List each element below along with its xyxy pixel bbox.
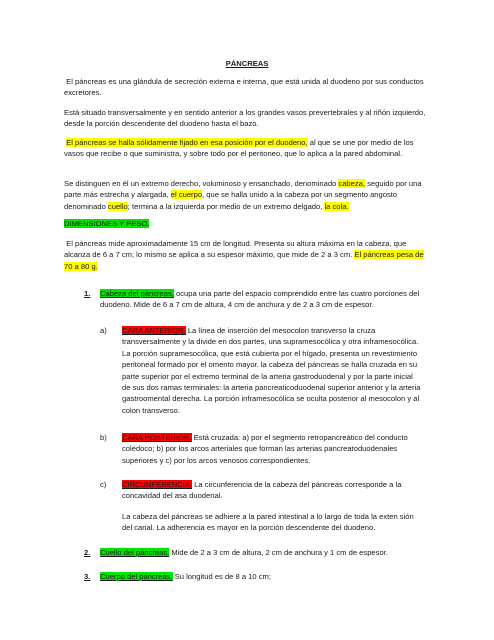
- parts-text-d: ; termina a la izquierda por medio de un extremo delgado,: [127, 201, 325, 211]
- location-paragraph: Está situado transversalmente y en sentido anterior a los grandes vasos prevertebrales y al riñón izquierdo, desde la porción descendente del duodeno hasta el bazo.: [64, 108, 426, 129]
- fixation-paragraph: [64, 137, 430, 160]
- adherence-paragraph: La cabeza del páncreas se adhiere a la pared intestinal a lo largo de toda la exten sión del canal. La adherencia es mayor en la porción descendente del duodeno.: [122, 512, 414, 533]
- subitem-c-letter: c): [100, 480, 107, 489]
- item-2-number: 2.: [84, 548, 91, 557]
- item-2-label: Cuello del páncreas.: [100, 548, 170, 557]
- subitem-c-body: La circunferencia de la cabeza del páncreas corresponde a la concavidad del asa duodenal.: [122, 480, 402, 501]
- item-1-label: Cabeza del páncreas,: [100, 289, 174, 298]
- subitem-a-label: CARA ANTERIOR.: [122, 326, 186, 335]
- highlight-cuerpo: el cuerpo: [170, 190, 203, 200]
- subitem-b-letter: b): [100, 433, 107, 442]
- intro-text: El páncreas es una glándula de secreción externa e interna, que está unida al duodeno por sus conductos excretores.: [64, 77, 424, 98]
- parts-paragraph: [64, 178, 430, 212]
- dimensions-paragraph: [64, 238, 430, 272]
- item-3-body: Su longitud es de 8 a 10 cm;: [172, 572, 271, 581]
- parts-text-b: seguido por una parte más estrecha y alargada,: [64, 179, 422, 200]
- subitem-b-label: CARA POSTERIOR.: [122, 433, 192, 442]
- section-heading: [64, 218, 149, 229]
- item-3-text: [100, 571, 436, 582]
- page-title: PÁNCREAS: [225, 59, 269, 68]
- subitem-a-body: La línea de inserción del mesocolon transverso la cruza transversalmente y la divide en dos partes, una supramesocólica y otra inframesocólica. La porción supramesocólica, que está cubierta por el hígado, presenta un revestimiento peritoneal formado por el omento mayor. la cabeza del páncreas se halla cruzada en su parte superior por el extremo terminal de la arteria gastroduodenal y por la parte inicial de sus dos ramas terminales: la arteria pancreaticoduodenal superior anterior y la arteria gastroomental derecha. La porción inframesocólica se oculta posterior al mesocolon y al colon transverso.: [122, 326, 421, 415]
- subitem-c-text: [122, 479, 422, 502]
- highlight-cabeza: cabeza,: [338, 179, 366, 188]
- item-2-body: Mide de 2 a 3 cm de altura, 2 cm de anchura y 1 cm de espesor.: [169, 548, 388, 557]
- subitem-c-label: CIRCUNFERENCIA.: [122, 480, 193, 489]
- subitem-b-text: [122, 432, 422, 466]
- fixation-text: al que se une por medio de los vasos que recibe o que suministra, y sobre todo por el peritoneo, que lo aplica a la pared abdominal.: [64, 138, 414, 159]
- subitem-a-text: [122, 325, 422, 416]
- item-3-label: Cuerpo del páncreas.: [100, 572, 173, 581]
- dimensions-text: El páncreas mide aproximadamente 15 cm de longitud. Presenta su altura máxima en la cabeza, que alcanza de 6 a 7 cm; lo mismo se aplica a su espesor máximo, que mide de 2 a 3 cm.: [64, 239, 407, 260]
- weight-highlight: El páncreas pesa de 70 a 80 g.: [64, 250, 424, 271]
- subitem-b-body: Está cruzada: a) por el segmento retropancreático del conducto colédoco; b) por los arcos arteriales que forman las arterias pancreatoduodenales superiores y c) por los arcos venosos correspondientes.: [122, 433, 408, 465]
- highlight-cuello: cuello: [107, 201, 128, 211]
- item-2-text: [100, 547, 436, 558]
- parts-text-c: , que se halla unido a la cabeza por un segmento angosto denominado: [64, 190, 398, 211]
- parts-text-a: Se distinguen en él un extremo derecho, voluminoso y ensanchado, denominado: [64, 179, 339, 188]
- item-1-body: ocupa una parte del espacio comprendido entre las cuatro porciones del duodeno. Mide de 6 a 7 cm de altura, 4 cm de anchura y de 2 a 3 cm de espesor.: [100, 289, 420, 310]
- item-1-number: 1.: [84, 289, 91, 298]
- fixation-highlight: El páncreas se halla sólidamente fijado en esa posición por el duodeno,: [66, 138, 308, 147]
- item-1-text: [100, 288, 436, 311]
- subitem-a-letter: a): [100, 326, 107, 335]
- highlight-cola: la cola.: [324, 201, 349, 211]
- intro-paragraph: [64, 76, 430, 99]
- item-3-number: 3.: [84, 572, 91, 581]
- section-heading-text: DIMENSIONES Y PESO.: [64, 219, 150, 228]
